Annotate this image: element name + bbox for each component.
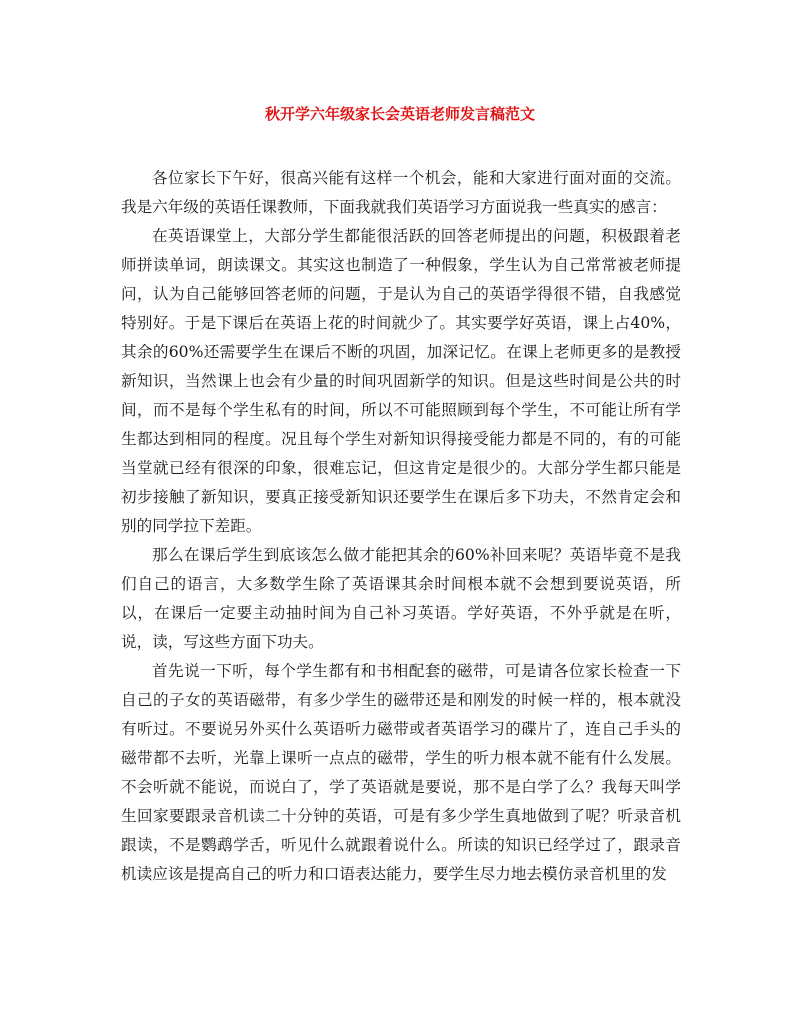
paragraph: 在英语课堂上，大部分学生都能很活跃的回答老师提出的问题，积极跟着老师拼读单词，朗读课文。其实这也制造了一种假象，学生认为自己常常被老师提问，认为自己能够回答老师的问题，于是认为自己的英语学得很不错，自我感觉特别好。于是下课后在英语上花的时间就少了。其实要学好英语，课上占40%，其余的60%还需要学生在课后不断的巩固，加深记忆。在课上老师更多的是教授新知识，当然课上也会有少量的时间巩固新学的知识。但是这些时间是公共的时间，而不是每个学生私有的时间，所以不可能照顾到每个学生，不可能让所有学生都达到相同的程度。况且每个学生对新知识得接受能力都是不同的，有的可能当堂就已经有很深的印象，很难忘记，但这肯定是很少的。大部分学生都只能是初步接触了新知识，要真正接受新知识还要学生在课后多下功夫，不然肯定会和别的同学拉下差距。 [121, 227, 681, 535]
document-body [121, 164, 681, 889]
paragraph: 首先说一下听，每个学生都有和书相配套的磁带，可是请各位家长检查一下自己的子女的英语磁带，有多少学生的磁带还是和刚发的时候一样的，根本就没有听过。不要说另外买什么英语听力磁带或者英语学习的碟片了，连自己手头的磁带都不去听，光靠上课听一点点的磁带，学生的听力根本就不能有什么发展。不会听就不能说，而说白了，学了英语就是要说，那不是白学了么？我每天叫学生回家要跟录音机读二十分钟的英语，可是有多少学生真地做到了呢？听录音机跟读，不是鹦鹉学舌，听见什么就跟着说什么。所读的知识已经学过了，跟录音机读应该是提高自己的听力和口语表达能力，要学生尽力地去模仿录音机里的发 [121, 662, 681, 883]
paragraph: 那么在课后学生到底该怎么做才能把其余的60%补回来呢？英语毕竟不是我们自己的语言，大多数学生除了英语课其余时间根本就不会想到要说英语，所以，在课后一定要主动抽时间为自己补习英语。学好英语，不外乎就是在听，说，读，写这些方面下功夫。 [121, 546, 681, 651]
document-title: 秋开学六年级家长会英语老师发言稿范文 [264, 105, 535, 123]
paragraph: 各位家长下午好，很高兴能有这样一个机会，能和大家进行面对面的交流。我是六年级的英语任课教师，下面我就我们英语学习方面说我一些真实的感言： [121, 169, 681, 216]
